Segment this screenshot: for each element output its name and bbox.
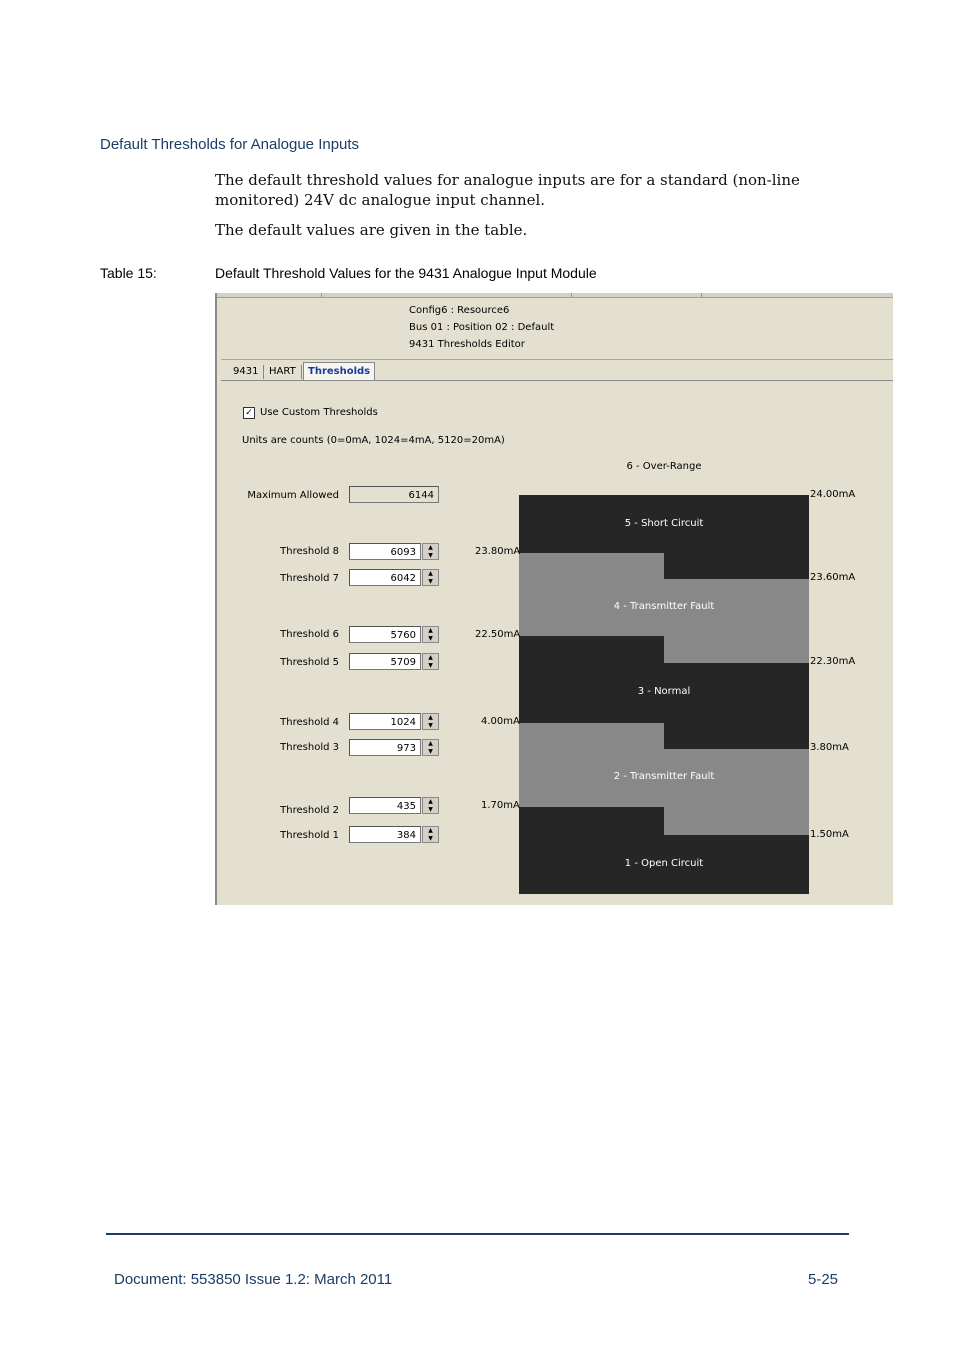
- band-fault-upper-left: [519, 553, 664, 636]
- thresholds-editor-screenshot: [215, 293, 893, 905]
- zone-normal-label: 3 - Normal: [637, 686, 691, 697]
- threshold-1-spinner[interactable]: ▲ ▼: [422, 826, 439, 843]
- left-ma-22-50: 22.50mA: [475, 629, 521, 640]
- tab-thresholds[interactable]: Thresholds: [303, 362, 375, 381]
- band-fault-lower-left: [519, 723, 664, 807]
- band-fault-lower-right: [664, 749, 809, 835]
- intro-paragraph: The default threshold values for analogue inputs are for a standard (non-line monitored) 24V dc analogue input channel.: [215, 171, 800, 209]
- threshold-7-spinner[interactable]: ▲ ▼: [422, 569, 439, 586]
- zone-fault-lower-label: 2 - Transmitter Fault: [613, 771, 715, 782]
- left-ma-1-70: 1.70mA: [481, 800, 520, 811]
- threshold-3-input[interactable]: 973: [349, 739, 421, 756]
- max-allowed-field: 6144: [349, 486, 439, 503]
- threshold-5-input[interactable]: 5709: [349, 653, 421, 670]
- threshold-3-spinner[interactable]: ▲ ▼: [422, 739, 439, 756]
- threshold-1-label: Threshold 1: [280, 830, 339, 841]
- threshold-2-spinner[interactable]: ▲ ▼: [422, 797, 439, 814]
- threshold-8-spinner[interactable]: ▲ ▼: [422, 543, 439, 560]
- band-open-circuit-left: [519, 807, 664, 894]
- band-normal-left: [519, 636, 664, 723]
- threshold-6-label: Threshold 6: [280, 629, 339, 640]
- config-line: Config6 : Resource6: [409, 305, 510, 316]
- threshold-4-label: Threshold 4: [280, 717, 339, 728]
- values-paragraph: The default values are given in the table.: [215, 221, 528, 239]
- threshold-1-input[interactable]: 384: [349, 826, 421, 843]
- left-ma-4-00: 4.00mA: [481, 716, 520, 727]
- threshold-6-spinner[interactable]: ▲ ▼: [422, 626, 439, 643]
- threshold-band-diagram: [217, 293, 893, 905]
- threshold-4-input[interactable]: 1024: [349, 713, 421, 730]
- zone-over-range-label: 6 - Over-Range: [626, 461, 702, 472]
- right-ma-3-80: 3.80mA: [810, 742, 849, 753]
- tab-hart[interactable]: HART: [269, 366, 296, 377]
- band-short-circuit-step: [664, 553, 809, 579]
- threshold-2-input[interactable]: 435: [349, 797, 421, 814]
- tab-9431[interactable]: 9431: [233, 366, 259, 377]
- right-ma-23-60: 23.60mA: [810, 572, 856, 583]
- threshold-8-input[interactable]: 6093: [349, 543, 421, 560]
- use-custom-checkbox[interactable]: ✓: [243, 407, 255, 419]
- section-heading: Default Thresholds for Analogue Inputs: [100, 136, 360, 153]
- band-fault-upper-right: [664, 579, 809, 663]
- threshold-8-label: Threshold 8: [280, 546, 339, 557]
- zone-fault-upper-label: 4 - Transmitter Fault: [613, 601, 715, 612]
- threshold-3-label: Threshold 3: [280, 742, 339, 753]
- zone-open-circuit-label: 1 - Open Circuit: [624, 858, 704, 869]
- bus-line: Bus 01 : Position 02 : Default: [409, 322, 555, 333]
- right-ma-24-00: 24.00mA: [810, 489, 856, 500]
- table-title: Default Threshold Values for the 9431 Analogue Input Module: [215, 265, 597, 281]
- right-ma-22-30: 22.30mA: [810, 656, 856, 667]
- footer-rule: [106, 1233, 849, 1235]
- threshold-5-spinner[interactable]: ▲ ▼: [422, 653, 439, 670]
- threshold-6-input[interactable]: 5760: [349, 626, 421, 643]
- band-normal-right: [664, 663, 809, 749]
- left-ma-23-80: 23.80mA: [475, 546, 521, 557]
- threshold-5-label: Threshold 5: [280, 657, 339, 668]
- max-allowed-label: Maximum Allowed: [247, 490, 339, 501]
- threshold-4-spinner[interactable]: ▲ ▼: [422, 713, 439, 730]
- right-ma-1-50: 1.50mA: [810, 829, 849, 840]
- threshold-2-label: Threshold 2: [280, 805, 339, 816]
- table-label: Table 15:: [100, 265, 157, 281]
- footer-page-number: 5-25: [808, 1271, 839, 1288]
- zone-short-circuit-label: 5 - Short Circuit: [624, 518, 704, 529]
- threshold-7-input[interactable]: 6042: [349, 569, 421, 586]
- units-note: Units are counts (0=0mA, 1024=4mA, 5120=20mA): [242, 435, 505, 446]
- use-custom-label: Use Custom Thresholds: [260, 407, 378, 418]
- editor-title-line: 9431 Thresholds Editor: [409, 339, 525, 350]
- threshold-7-label: Threshold 7: [280, 573, 339, 584]
- footer-document: Document: 553850 Issue 1.2: March 2011: [114, 1271, 393, 1288]
